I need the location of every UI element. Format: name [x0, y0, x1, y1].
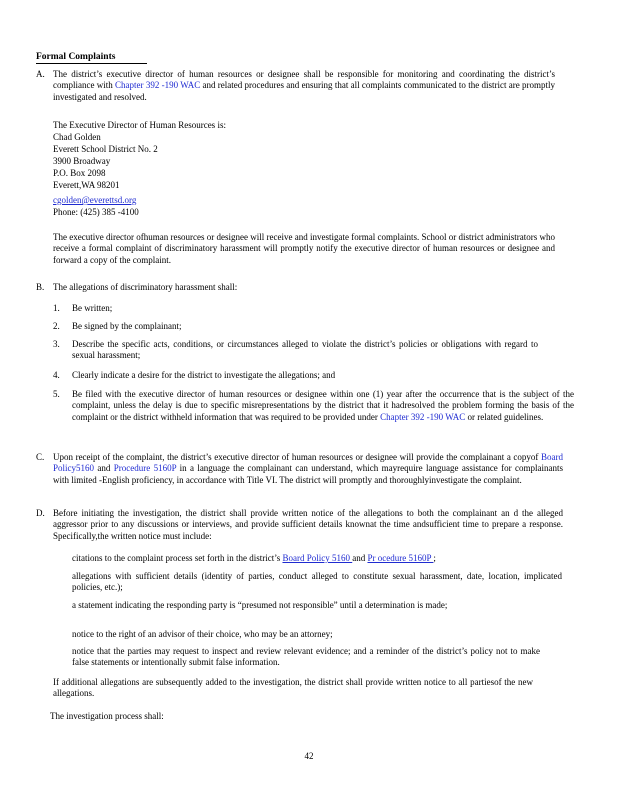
contact-org: Everett School District No. 2 [53, 144, 158, 154]
section-a-text: The district’s executive director of human resources or designee shall be responsible for monitoring and coordinating the district’s compliance with [53, 69, 555, 91]
bullet-item-5: notice that the parties may request to inspect and review relevant evidence; and a reminder of the district’s policy not to make false statements or intentionally submit false information. [72, 646, 540, 668]
section-d-closing: The investigation process shall: [50, 711, 164, 721]
procedure-5160p-link[interactable]: Pr ocedure 5160P [367, 553, 434, 563]
contact-street: 3900 Broadway [53, 156, 111, 166]
bullet-item-1-and: and [352, 553, 368, 563]
contact-email-link[interactable]: cgolden@everettsd.org [53, 195, 137, 205]
section-a-paragraph-1 [53, 69, 555, 103]
section-d-marker: D. [36, 508, 45, 518]
section-c-paragraph [53, 452, 563, 486]
list-item-3: Describe the specific acts, conditions, or circumstances alleged to violate the district’s policies or obligations with regard to sexual harassment; [72, 339, 538, 361]
list-number-1: 1. [53, 303, 60, 313]
list-item-5 [72, 389, 574, 423]
page-number: 42 [304, 751, 314, 761]
section-b-intro: The allegations of discriminatory harassment shall: [53, 282, 238, 292]
list-item-5-text-end: or related guidelines. [465, 411, 544, 422]
list-number-4: 4. [53, 370, 60, 380]
bullet-item-1-end: ; [433, 553, 436, 563]
list-item-4: Clearly indicate a desire for the district to investigate the allegations; and [72, 370, 336, 380]
contact-city: Everett,WA 98201 [53, 180, 120, 190]
bullet-item-1 [72, 553, 582, 564]
contact-intro: The Executive Director of Human Resources is: [53, 120, 226, 130]
heading-underline [36, 63, 147, 64]
list-item-5-text: Be filed with the executive director of human resources or designee within one (1) year after the occurrence that is the subject of the complaint, unless the delay is due to specific misrepresentations by the district that it hadresolved the problem forming the basis of the complaint or the district withheld information that was required to be provided under [72, 389, 574, 422]
list-number-3: 3. [53, 339, 60, 349]
section-c-and: and [94, 463, 114, 474]
contact-name: Chad Golden [53, 132, 101, 142]
section-c-marker: C. [36, 452, 45, 462]
list-item-2: Be signed by the complainant; [72, 321, 182, 331]
contact-pobox: P.O. Box 2098 [53, 168, 106, 178]
section-d-intro: Before initiating the investigation, the district shall provide written notice of the allegations to both the complainant an d the alleged aggressor prior to any discussions or interviews, and provide sufficient details knownat the time andsufficient time to prepare a response. Specifically,the written notice must include: [53, 508, 563, 541]
wac-link-2[interactable]: Chapter 392 -190 WAC [380, 411, 466, 422]
bullet-item-3: a statement indicating the responding party is “presumed not responsible” until a determination is made; [72, 600, 448, 610]
section-a-paragraph-2: The executive director ofhuman resources or designee will receive and investigate formal complaints. School or district administrators who receive a formal complaint of discriminatory harassment will promptly notify the executive director of human resources or designee and forward a copy of the complaint. [53, 232, 555, 265]
procedure-link[interactable]: Procedure 5160P [113, 463, 177, 474]
section-d-additional: If additional allegations are subsequently added to the investigation, the district shall provide written notice to all partiesof the new allegations. [53, 677, 533, 699]
section-b-marker: B. [36, 282, 45, 292]
contact-phone: Phone: (425) 385 -4100 [53, 207, 139, 217]
bullet-item-2: allegations with sufficient details (identity of parties, conduct alleged to constitute sexual harassment, date, location, implicated policies, etc.); [72, 571, 562, 593]
section-c-text-end: in a language the complainant can understand, which mayrequire language assistance for complainants with limited -English proficiency, in accordance with Title VI. The district will promptly and thoroughlyinvestigate the complaint. [53, 463, 563, 485]
board-policy-5160-link[interactable]: Board Policy 5160 [282, 553, 353, 563]
section-a-text-end: and related procedures and ensuring that all complaints communicated to the district are promptly investigated and resolved. [53, 80, 556, 102]
section-heading: Formal Complaints [36, 52, 116, 62]
section-a-marker: A. [36, 69, 45, 79]
list-number-2: 2. [53, 321, 60, 331]
bullet-item-1-text: citations to the complaint process set forth in the district’s [72, 553, 283, 563]
bullet-item-4: notice to the right of an advisor of their choice, who may be an attorney; [72, 629, 333, 639]
wac-link[interactable]: Chapter 392 -190 WAC [115, 80, 201, 91]
list-number-5: 5. [53, 389, 60, 399]
list-item-1: Be written; [72, 303, 113, 313]
section-c-text: Upon receipt of the complaint, the district’s executive director of human resources or designee will provide the complainant a copyof [53, 452, 541, 462]
board-policy-link[interactable]: Board Policy5160 [53, 452, 563, 474]
